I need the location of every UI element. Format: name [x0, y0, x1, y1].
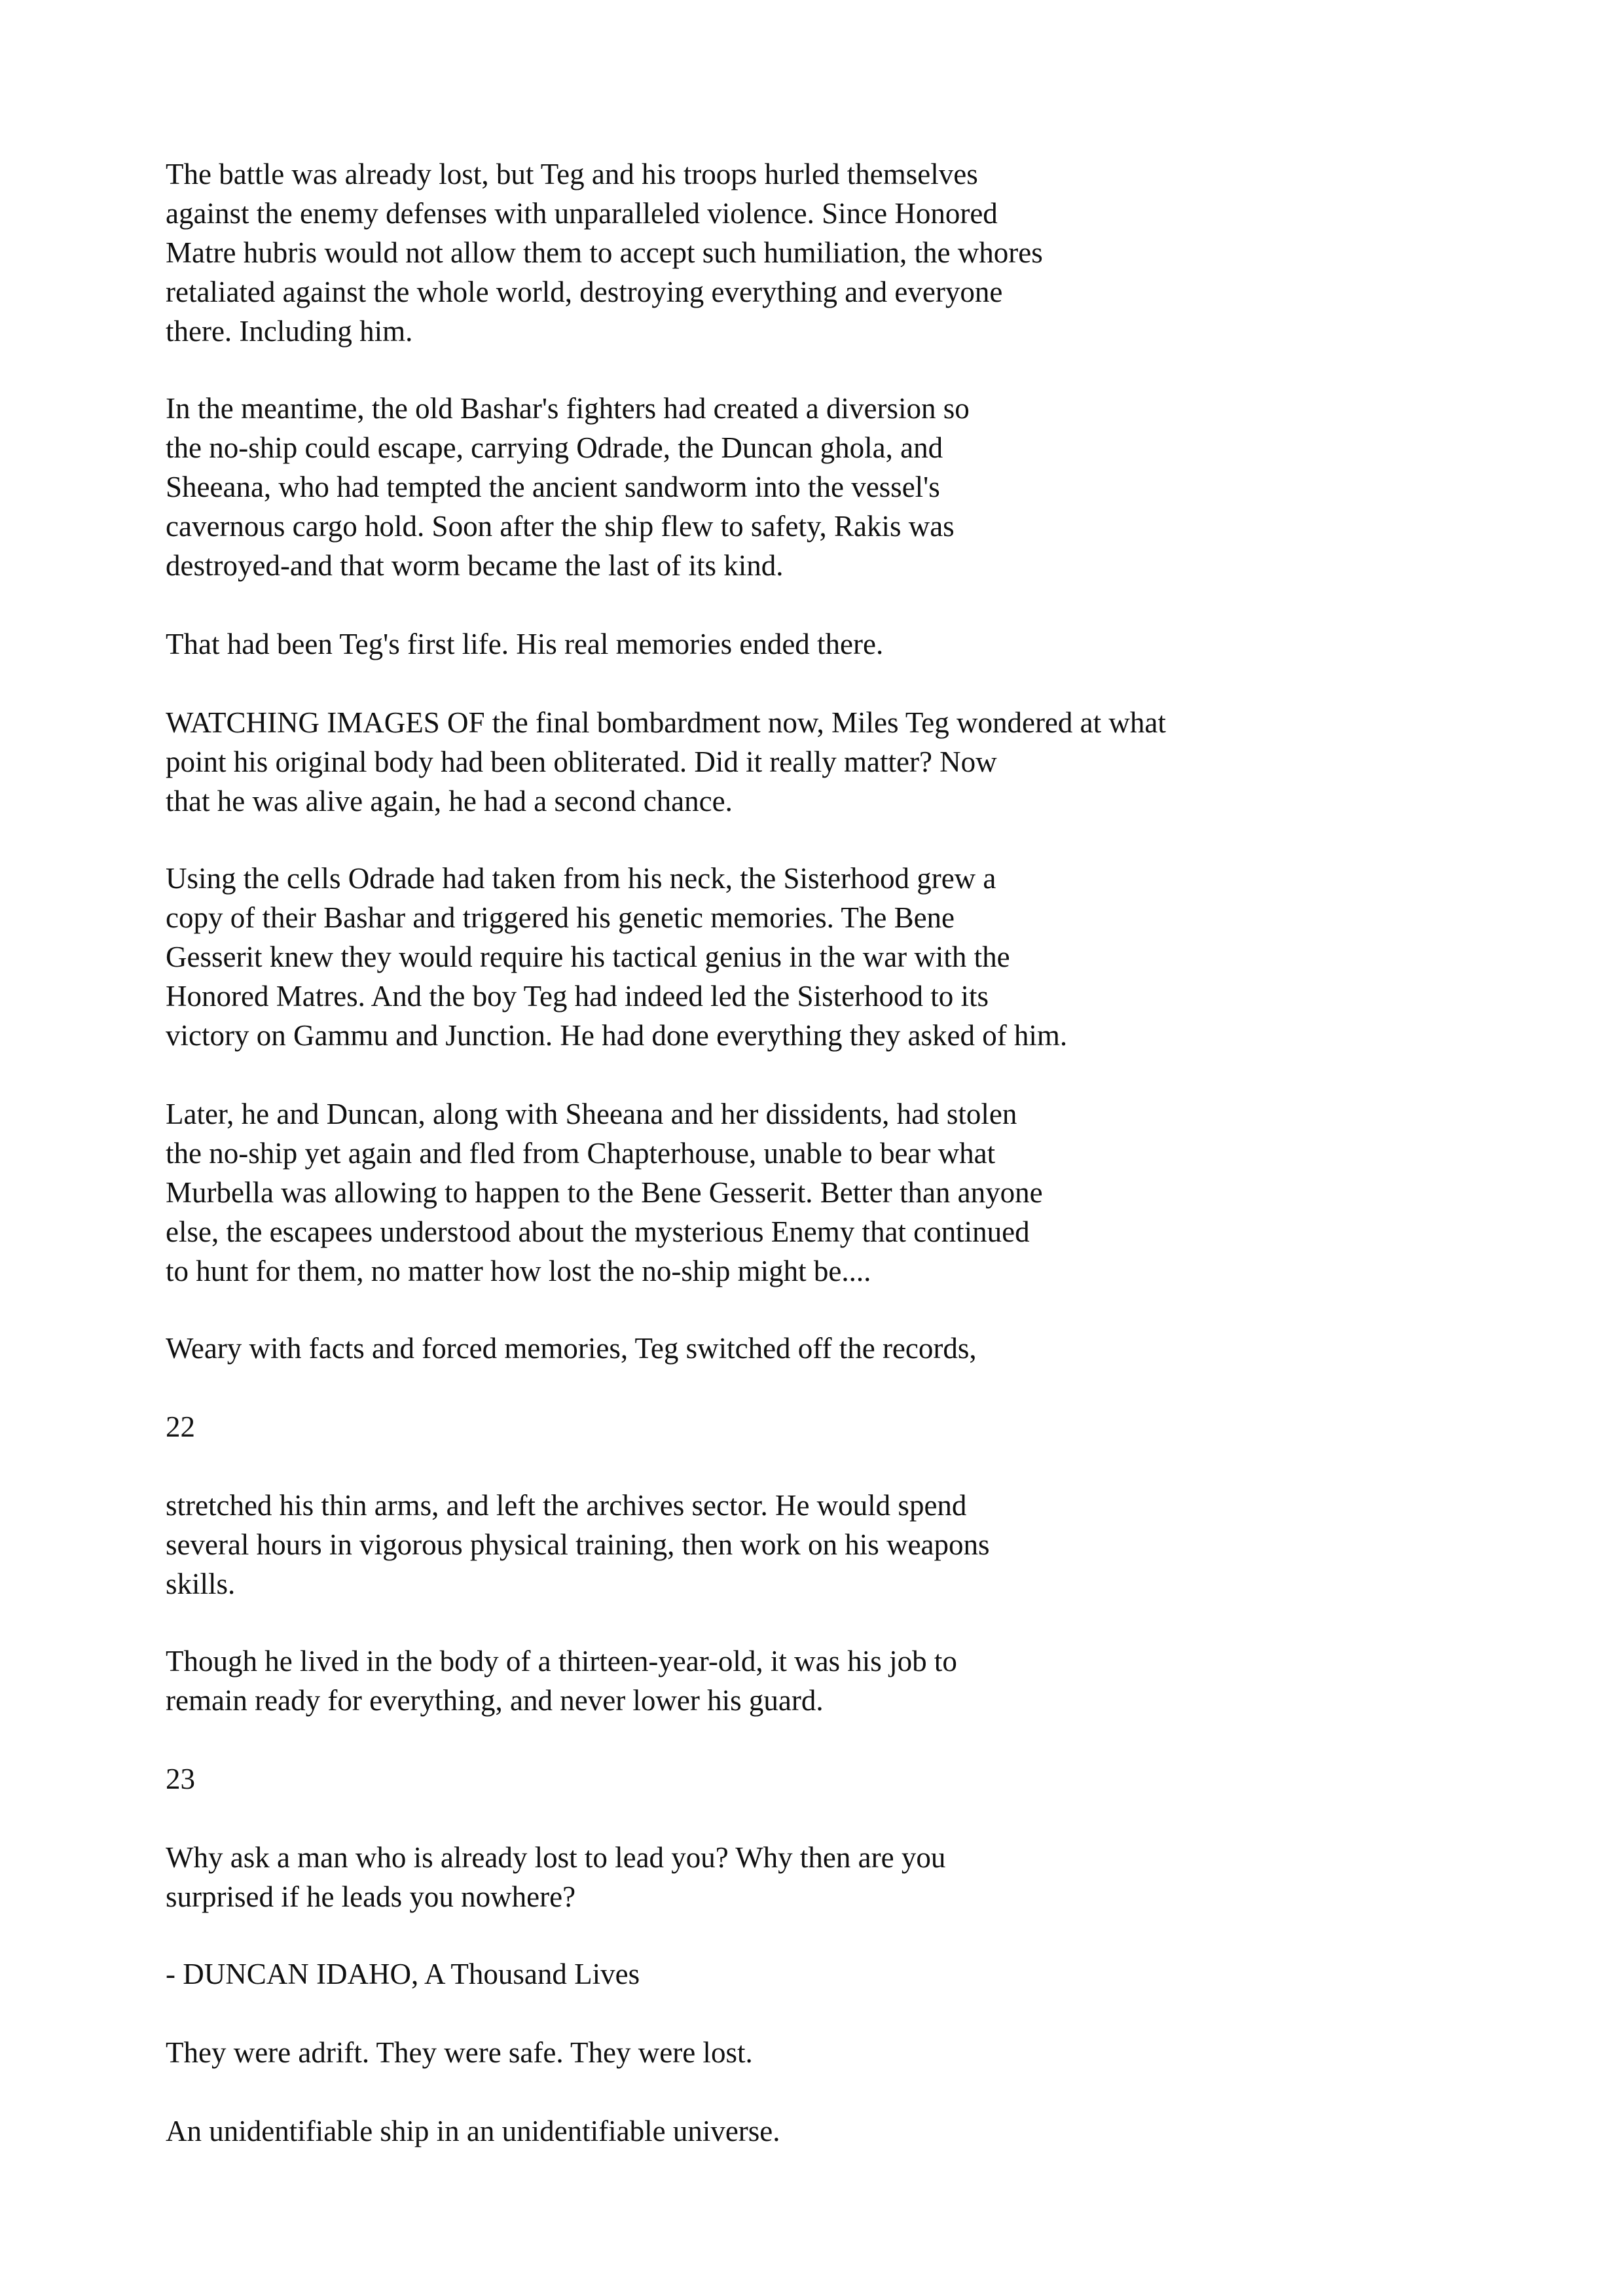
text-line: Later, he and Duncan, along with Sheeana and her dissidents, had stolen [166, 1098, 1017, 1130]
text-line: Gesserit knew they would require his tactical genius in the war with the [166, 941, 1010, 973]
text-line: Murbella was allowing to happen to the Bene Gesserit. Better than anyone [166, 1176, 1043, 1209]
epigraph-attribution: - DUNCAN IDAHO, A Thousand Lives [166, 1958, 640, 1990]
text-line: WATCHING IMAGES OF the final bombardment now, Miles Teg wondered at what [166, 706, 1166, 739]
text-line: against the enemy defenses with unparalleled violence. Since Honored [166, 197, 998, 230]
page-number: 22 [166, 1410, 195, 1443]
text-line: stretched his thin arms, and left the archives sector. He would spend [166, 1489, 967, 1522]
text-line: destroyed-and that worm became the last of its kind. [166, 549, 784, 582]
text-line: cavernous cargo hold. Soon after the ship flew to safety, Rakis was [166, 510, 955, 543]
text-line: the no-ship could escape, carrying Odrade, the Duncan ghola, and [166, 431, 943, 464]
chapter-number: 23 [166, 1763, 195, 1795]
text-line: Using the cells Odrade had taken from his neck, the Sisterhood grew a [166, 862, 996, 895]
text-line: that he was alive again, he had a second chance. [166, 785, 733, 817]
text-line: Though he lived in the body of a thirteen-year-old, it was his job to [166, 1645, 957, 1677]
text-line: to hunt for them, no matter how lost the no-ship might be.... [166, 1255, 871, 1287]
text-line: Matre hubris would not allow them to accept such humiliation, the whores [166, 236, 1043, 269]
text-line: In the meantime, the old Bashar's fighters had created a diversion so [166, 392, 970, 425]
text-line: there. Including him. [166, 315, 413, 348]
text-line: retaliated against the whole world, destroying everything and everyone [166, 276, 1003, 308]
epigraph-line: surprised if he leads you nowhere? [166, 1880, 576, 1913]
text-line: Sheeana, who had tempted the ancient sandworm into the vessel's [166, 471, 940, 503]
text-line: else, the escapees understood about the mysterious Enemy that continued [166, 1215, 1030, 1248]
text-line: Weary with facts and forced memories, Teg switched off the records, [166, 1332, 977, 1365]
text-line: The battle was already lost, but Teg and his troops hurled themselves [166, 158, 978, 190]
text-line: copy of their Bashar and triggered his genetic memories. The Bene [166, 901, 955, 934]
text-line: several hours in vigorous physical training, then work on his weapons [166, 1528, 990, 1561]
epigraph-line: Why ask a man who is already lost to lead you? Why then are you [166, 1841, 946, 1874]
text-line: They were adrift. They were safe. They were lost. [166, 2036, 753, 2069]
text-line: victory on Gammu and Junction. He had done everything they asked of him. [166, 1019, 1068, 1052]
text-line: Honored Matres. And the boy Teg had indeed led the Sisterhood to its [166, 980, 989, 1013]
text-line: That had been Teg's first life. His real memories ended there. [166, 628, 884, 660]
text-line: the no-ship yet again and fled from Chapterhouse, unable to bear what [166, 1137, 996, 1170]
text-line: An unidentifiable ship in an unidentifiable universe. [166, 2115, 780, 2147]
text-line: point his original body had been obliterated. Did it really matter? Now [166, 745, 997, 778]
text-line: remain ready for everything, and never lower his guard. [166, 1684, 824, 1717]
text-line: skills. [166, 1568, 236, 1600]
